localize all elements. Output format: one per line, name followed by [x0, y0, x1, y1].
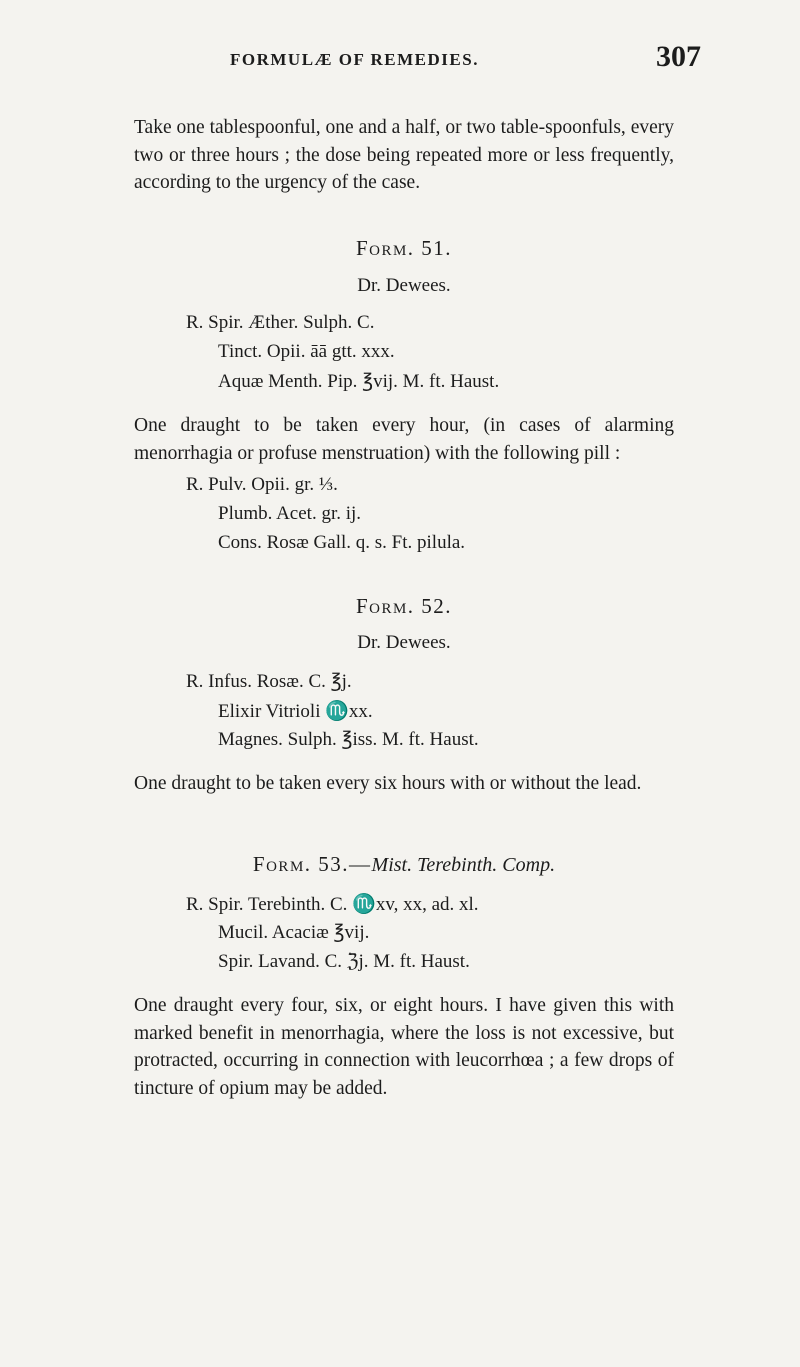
- form-51-rx-line-3: Aquæ Menth. Pip. ℥vij. M. ft. Haust.: [218, 371, 500, 392]
- form-52-rx-line-1: R. Infus. Rosæ. C. ℥j.: [186, 671, 352, 692]
- form-53-rx-line-3: Spir. Lavand. C. ℨj. M. ft. Haust.: [218, 951, 470, 972]
- form-51-note: [134, 412, 674, 467]
- form-51-note-text: One draught to be taken every hour, (in cases of alarming menorrhagia or profuse menstruation) with the following pill :: [134, 415, 674, 464]
- form-51-author: Dr. Dewees.: [357, 275, 451, 296]
- form-53-rx-line-1: R. Spir. Terebinth. C. ♏xv, xx, ad. xl.: [186, 894, 479, 915]
- form-53-note: [134, 992, 674, 1102]
- form-53-heading-line: [134, 852, 674, 877]
- form-53-heading: Form. 53.—: [252, 852, 372, 876]
- running-head: FORMULÆ OF REMEDIES.: [230, 50, 479, 69]
- intro-paragraph: [134, 114, 674, 197]
- form-52-rx-line-3: Magnes. Sulph. ℥iss. M. ft. Haust.: [218, 729, 479, 750]
- page-header: [0, 40, 800, 84]
- form-52-author: Dr. Dewees.: [357, 632, 451, 653]
- form-52-note: [134, 770, 674, 798]
- form-52-heading: Form. 52.: [355, 594, 453, 618]
- form-53-note-text: One draught every four, six, or eight hours. I have given this with marked benefit in menorrhagia, where the loss is not excessive, but protracted, occurring in connection with leucorrhœa ; a few drops of tincture of opium may be added.: [134, 995, 674, 1099]
- form-52-note-text: One draught to be taken every six hours with or without the lead.: [134, 773, 642, 794]
- form-53-title: Mist. Terebinth. Comp.: [371, 854, 556, 876]
- form-51-rx-line-1: R. Spir. Æther. Sulph. C.: [186, 312, 375, 333]
- form-51-pill-line-1: R. Pulv. Opii. gr. ⅓.: [186, 474, 338, 495]
- form-51-rx-line-2: Tinct. Opii. āā gtt. xxx.: [218, 341, 395, 362]
- form-51-pill-line-3: Cons. Rosæ Gall. q. s. Ft. pilula.: [218, 532, 466, 553]
- form-51-pill-line-2: Plumb. Acet. gr. ij.: [218, 503, 362, 524]
- form-53-rx-line-2: Mucil. Acaciæ ℥vij.: [218, 922, 370, 943]
- intro-text: Take one tablespoonful, one and a half, or two table-spoonfuls, every two or three hours ; the dose being repeated more or less frequently, according to the urgency of the case.: [134, 117, 674, 193]
- form-51-heading: Form. 51.: [355, 236, 453, 260]
- form-52-rx-line-2: Elixir Vitrioli ♏xx.: [218, 701, 373, 722]
- page-number: 307: [656, 40, 701, 73]
